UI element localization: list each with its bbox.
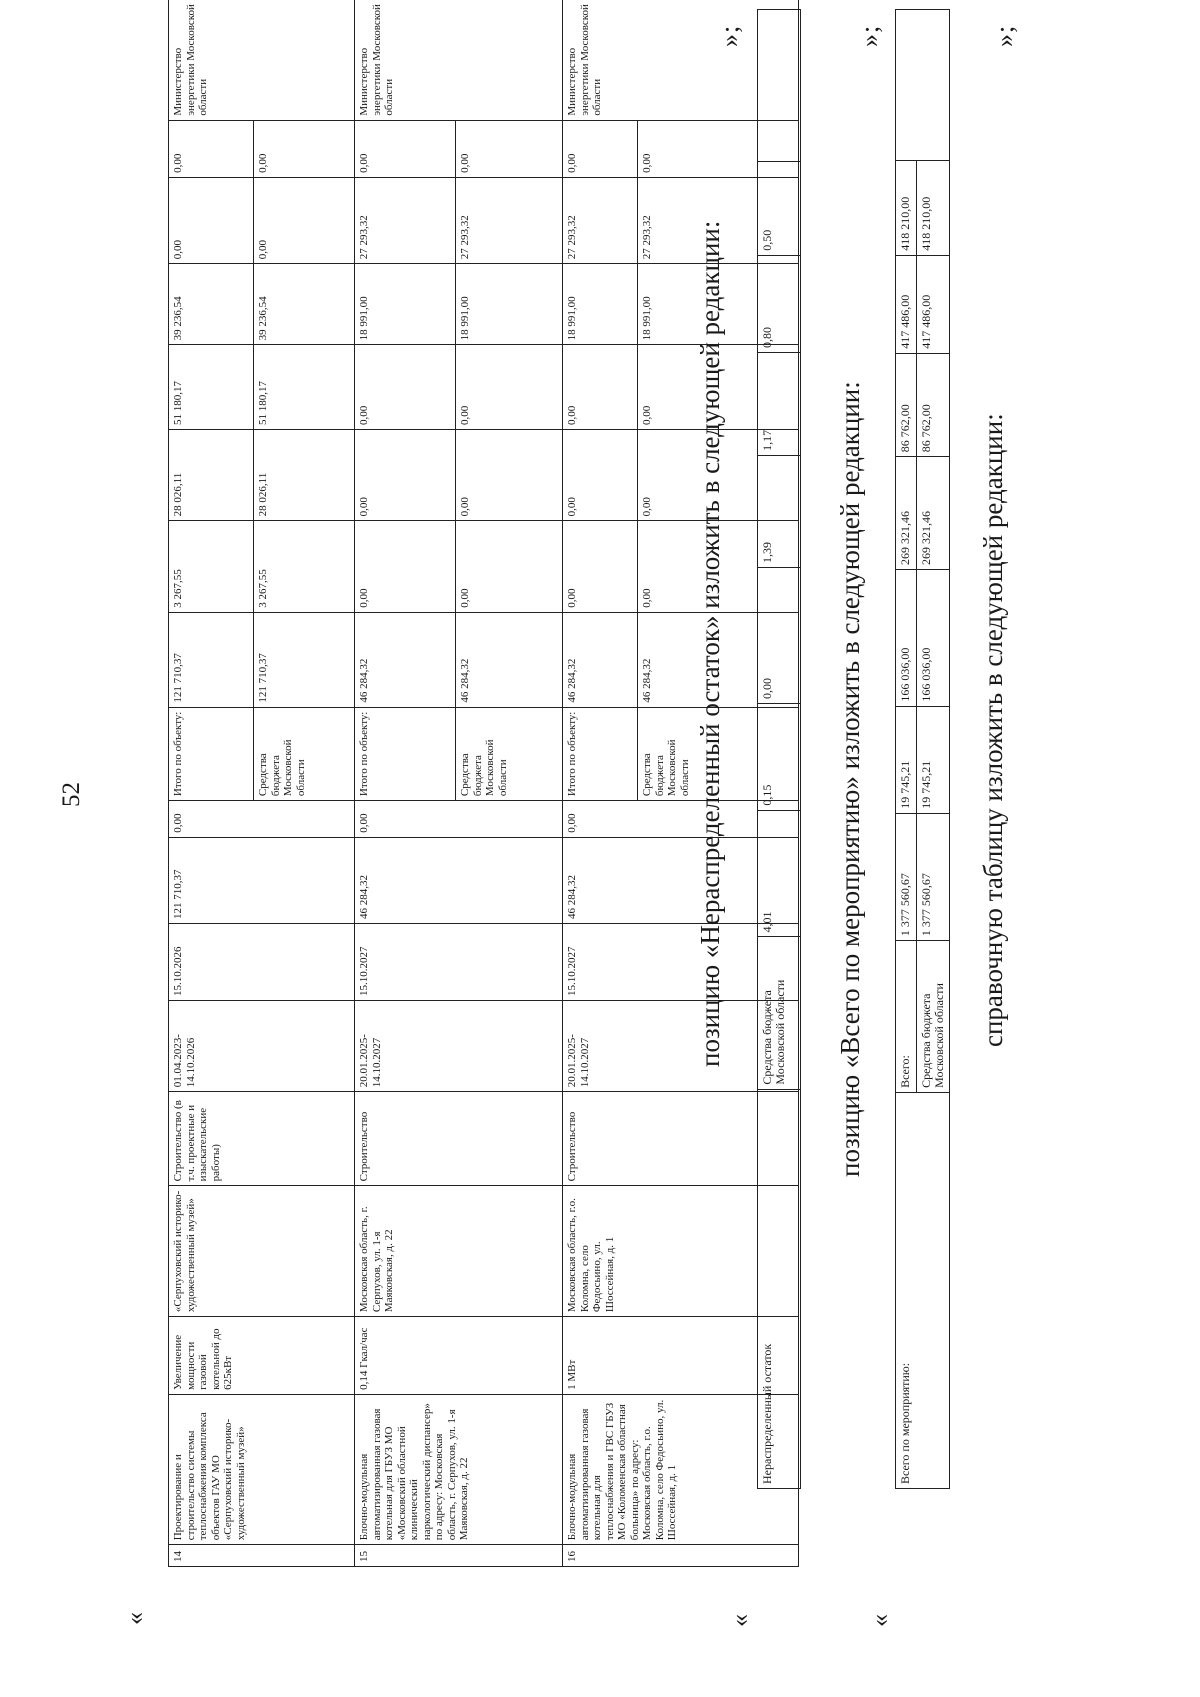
amount-total-5: 0,00 xyxy=(169,177,254,263)
amount-total-1: 0,00 xyxy=(563,521,638,612)
amount-regional-4: 18 991,00 xyxy=(456,264,563,345)
unallocated-value-total: 4,01 xyxy=(758,810,801,937)
total-activity-r2-v4: 269 321,46 xyxy=(917,457,950,570)
commission-date: 15.10.2027 xyxy=(563,924,799,1001)
unallocated-remainder-table xyxy=(757,9,801,1489)
amount-regional-0: 121 710,37 xyxy=(254,612,355,707)
row-number: 16 xyxy=(563,1545,799,1567)
amount-total-3: 51 180,17 xyxy=(169,345,254,430)
total-activity-r1-v7: 418 210,00 xyxy=(896,161,917,255)
amount-total-0: 121 710,37 xyxy=(169,612,254,707)
source-regional-budget: Средства бюджета Московской области xyxy=(456,707,563,800)
work-dates: 20.01.2025-14.10.2027 xyxy=(355,1001,563,1092)
row-number: 14 xyxy=(169,1545,355,1567)
object-name: Проектирование и строительство системы теплоснабжения комплекса объектов ГАУ МО «Серпуховский историко-художественный музей» xyxy=(169,1394,355,1544)
amount-regional-1: 0,00 xyxy=(638,521,799,612)
amount-regional-3: 51 180,17 xyxy=(254,345,355,430)
row-number: 15 xyxy=(355,1545,563,1567)
unallocated-value-2024: 0,00 xyxy=(758,567,801,703)
object-name: Блочно-модульная автоматизированная газовая котельная для теплоснабжения и ГВС ГБУЗ МО «Коломенская областная больница» по адресу: Московская область, г.о. Коломна, село Федосьино, ул. Шоссейная, д. 1 xyxy=(563,1394,799,1544)
amount-total-6: 0,00 xyxy=(169,120,254,177)
unallocated-value-2026: 1,17 xyxy=(758,353,801,456)
object-row-16 xyxy=(563,0,638,1567)
amount-total-3: 0,00 xyxy=(563,345,638,430)
total-activity-source-2: Средства бюджета Московской области xyxy=(917,941,950,1093)
total-activity-r2-v6: 417 486,00 xyxy=(917,255,950,353)
unallocated-value-2023: 0,15 xyxy=(758,704,801,811)
source-total: Итого по объекту: xyxy=(355,707,456,800)
work-dates: 20.01.2025-14.10.2027 xyxy=(563,1001,799,1092)
amount-regional-0: 46 284,32 xyxy=(456,612,563,707)
total-activity-r2-v7: 418 210,00 xyxy=(917,161,950,255)
object-row-14 xyxy=(169,0,254,1567)
amount-regional-1: 0,00 xyxy=(456,521,563,612)
total-activity-r2-v2: 19 745,21 xyxy=(917,706,950,813)
amount-total-1: 0,00 xyxy=(355,521,456,612)
amount-total-5: 27 293,32 xyxy=(563,177,638,263)
total-activity-row-1 xyxy=(896,10,917,1489)
object-capacity: 0,14 Гкал/час xyxy=(355,1317,563,1395)
amount-total-4: 18 991,00 xyxy=(355,264,456,345)
object-cost: 46 284,32 xyxy=(355,837,563,923)
work-type: Строительство xyxy=(355,1092,563,1186)
total-activity-r1-v5: 86 762,00 xyxy=(896,353,917,457)
commission-date: 15.10.2026 xyxy=(169,924,355,1001)
source-regional-budget: Средства бюджета Московской области xyxy=(638,707,799,800)
executor: Министерство энергетики Московской области xyxy=(169,0,355,120)
unallocated-row xyxy=(758,10,801,1489)
unallocated-value-2028: 0,50 xyxy=(758,162,801,256)
total-activity-source-1: Всего: xyxy=(896,941,917,1093)
amount-regional-0: 46 284,32 xyxy=(638,612,799,707)
object-cost: 121 710,37 xyxy=(169,837,355,923)
close-quote-3: »; xyxy=(990,24,1019,47)
open-quote-1: « xyxy=(120,1612,149,1625)
close-quote-2: »; xyxy=(855,24,884,47)
open-quote-2: « xyxy=(725,1614,754,1627)
amount-regional-5: 27 293,32 xyxy=(638,177,799,263)
amount-total-2: 28 026,11 xyxy=(169,429,254,520)
object-address: Московская область, г.о. Коломна, село Федосьино, ул. Шоссейная, д. 1 xyxy=(563,1186,799,1317)
total-activity-r2-v1: 1 377 560,67 xyxy=(917,813,950,940)
object-cost: 46 284,32 xyxy=(563,837,799,923)
total-activity-r1-v6: 417 486,00 xyxy=(896,255,917,353)
work-type: Строительство xyxy=(563,1092,799,1186)
unallocated-source: Средства бюджета Московской области xyxy=(758,937,801,1089)
work-type: Строительство (в т.ч. проектные и изыскательские работы) xyxy=(169,1092,355,1186)
source-total: Итого по объекту: xyxy=(563,707,638,800)
object-row-15 xyxy=(355,0,456,1567)
amount-total-1: 3 267,55 xyxy=(169,521,254,612)
page-number: 52 xyxy=(58,782,85,807)
amount-regional-2: 28 026,11 xyxy=(254,429,355,520)
amount-regional-2: 0,00 xyxy=(638,429,799,520)
amount-total-2: 0,00 xyxy=(563,429,638,520)
amount-total-6: 0,00 xyxy=(355,120,456,177)
amount-total-6: 0,00 xyxy=(563,120,638,177)
total-activity-label: Всего по мероприятию: xyxy=(896,1092,950,1488)
source-regional-budget: Средства бюджета Московской области xyxy=(254,707,355,800)
total-activity-empty-cell xyxy=(896,10,950,161)
amount-regional-6: 0,00 xyxy=(254,120,355,177)
executor: Министерство энергетики Московской области xyxy=(355,0,563,120)
caption-reference-table: справочную таблицу изложить в следующей редакции: xyxy=(978,413,1008,1047)
amount-total-3: 0,00 xyxy=(355,345,456,430)
financed-amount: 0,00 xyxy=(355,801,563,838)
financed-amount: 0,00 xyxy=(169,801,355,838)
total-activity-table xyxy=(895,9,950,1489)
amount-total-2: 0,00 xyxy=(355,429,456,520)
amount-total-0: 46 284,32 xyxy=(355,612,456,707)
unallocated-value-2025: 1,39 xyxy=(758,455,801,567)
unallocated-label: Нераспределенный остаток xyxy=(758,1089,801,1488)
unallocated-value-2027: 0,80 xyxy=(758,255,801,352)
executor: Министерство энергетики Московской области xyxy=(563,0,799,120)
amount-regional-6: 0,00 xyxy=(638,120,799,177)
work-dates: 01.04.2023-14.10.2026 xyxy=(169,1001,355,1092)
amount-regional-6: 0,00 xyxy=(456,120,563,177)
total-activity-r1-v4: 269 321,46 xyxy=(896,457,917,570)
amount-regional-3: 0,00 xyxy=(638,345,799,430)
object-name: Блочно-модульная автоматизированная газовая котельная для ГБУЗ МО «Московский областной клинический наркологический диспансер» по адресу: Московская область, г. Серпухов, ул. 1-я Маяковская, д. 22 xyxy=(355,1394,563,1544)
caption-total-activity: позицию «Всего по мероприятию» изложить в следующей редакции: xyxy=(835,381,865,1177)
object-capacity: Увеличение мощности газовой котельной до 625кВт xyxy=(169,1317,355,1395)
unallocated-empty-cell xyxy=(758,10,801,162)
amount-regional-4: 39 236,54 xyxy=(254,264,355,345)
open-quote-3: « xyxy=(865,1614,894,1627)
total-activity-r1-v3: 166 036,00 xyxy=(896,569,917,706)
object-address: «Серпуховский историко-художественный музей» xyxy=(169,1186,355,1317)
amount-total-5: 27 293,32 xyxy=(355,177,456,263)
total-activity-r1-v1: 1 377 560,67 xyxy=(896,813,917,940)
object-capacity: 1 МВт xyxy=(563,1317,799,1395)
caption-unallocated: позицию «Нераспределенный остаток» изложить в следующей редакции: xyxy=(695,220,725,1067)
amount-regional-4: 18 991,00 xyxy=(638,264,799,345)
amount-total-4: 18 991,00 xyxy=(563,264,638,345)
total-activity-r1-v2: 19 745,21 xyxy=(896,706,917,813)
object-address: Московская область, г. Серпухов, ул. 1-я Маяковская, д. 22 xyxy=(355,1186,563,1317)
total-activity-r2-v3: 166 036,00 xyxy=(917,569,950,706)
amount-total-0: 46 284,32 xyxy=(563,612,638,707)
amount-total-4: 39 236,54 xyxy=(169,264,254,345)
amount-regional-2: 0,00 xyxy=(456,429,563,520)
close-quote-1: »; xyxy=(715,24,744,47)
commission-date: 15.10.2027 xyxy=(355,924,563,1001)
financed-amount: 0,00 xyxy=(563,801,799,838)
amount-regional-1: 3 267,55 xyxy=(254,521,355,612)
amount-regional-5: 27 293,32 xyxy=(456,177,563,263)
total-activity-r2-v5: 86 762,00 xyxy=(917,353,950,457)
amount-regional-3: 0,00 xyxy=(456,345,563,430)
source-total: Итого по объекту: xyxy=(169,707,254,800)
amount-regional-5: 0,00 xyxy=(254,177,355,263)
